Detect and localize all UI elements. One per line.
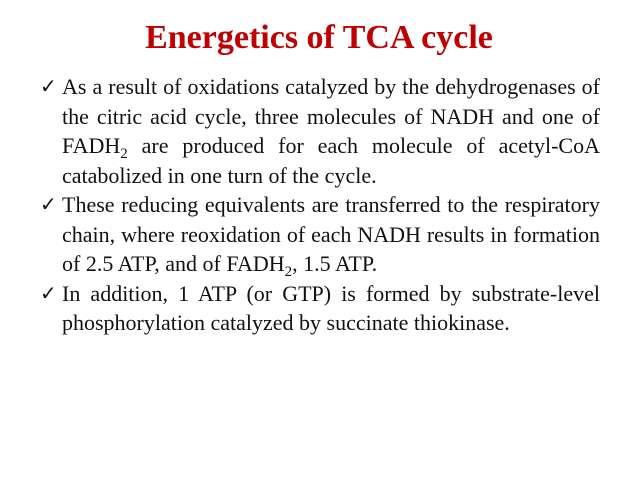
bullet-1-text: As a result of oxidations catalyzed by the dehydrogenases of the citric acid cycle, three molecules of NADH and one of FADH bbox=[62, 74, 600, 158]
bullet-1-text-cont: are produced for each molecule of acetyl-CoA catabolized in one turn of the cycle. bbox=[62, 133, 600, 188]
slide-title: Energetics of TCA cycle bbox=[145, 19, 493, 56]
bullet-item-1 bbox=[40, 72, 600, 190]
bullet-item-2 bbox=[40, 190, 600, 279]
check-mark-icon: ✓ bbox=[40, 280, 57, 305]
bullet-2-text-cont: , 1.5 ATP. bbox=[292, 251, 378, 276]
check-mark-icon: ✓ bbox=[40, 192, 57, 216]
bullet-item-3 bbox=[40, 279, 600, 338]
subscript-2: 2 bbox=[284, 264, 293, 280]
bullet-3-text: In addition, 1 ATP (or GTP) is formed by substrate-level phosphorylation catalyzed by succinate thiokinase. bbox=[62, 280, 600, 335]
subscript-2: 2 bbox=[120, 146, 128, 162]
bullet-list bbox=[40, 72, 600, 338]
bullet-2-text: These reducing equivalents are transferred to the respiratory chain, where reoxidation of each NADH results in formation of 2.5 ATP, and of FADH bbox=[62, 192, 600, 276]
check-mark-icon: ✓ bbox=[40, 74, 57, 98]
